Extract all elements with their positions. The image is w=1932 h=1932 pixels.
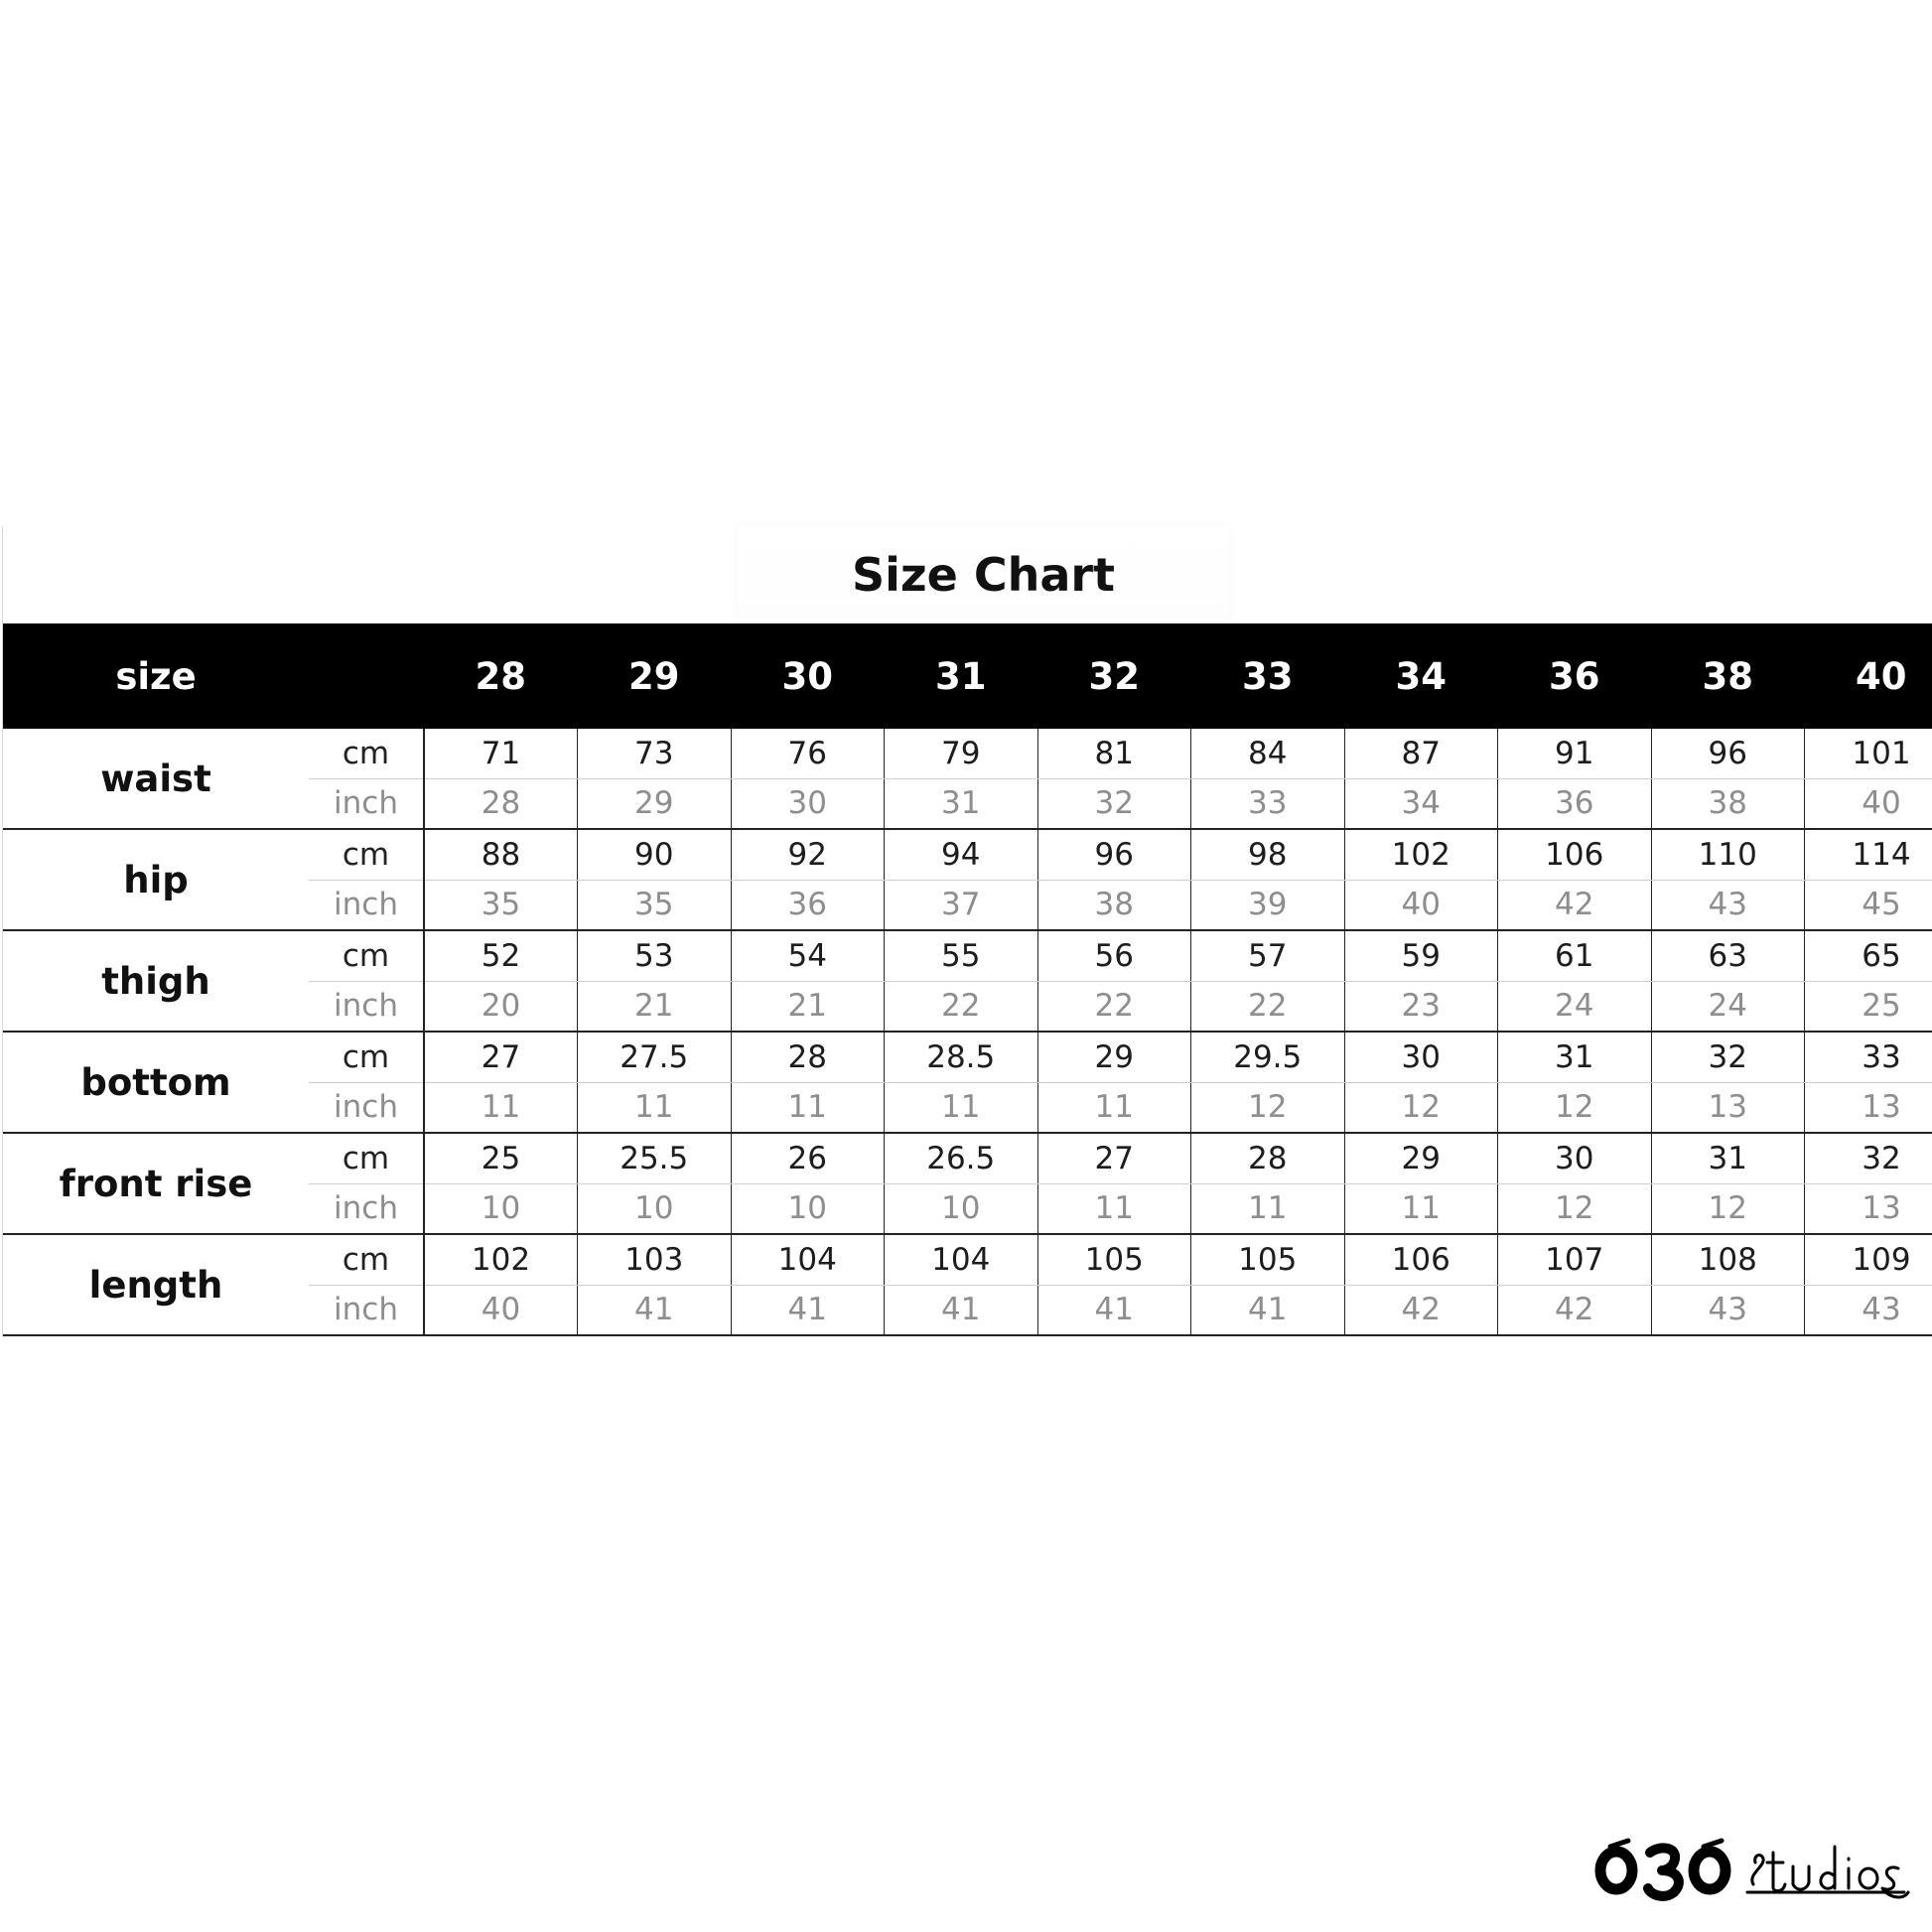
size-header-36: 36: [1498, 623, 1652, 729]
cell-value: 79: [885, 729, 1038, 778]
table-row: [3, 829, 1932, 880]
row-name-thigh: thigh: [3, 930, 309, 1032]
cell-value: 29: [1344, 1133, 1498, 1183]
cell-value: 11: [424, 1082, 578, 1133]
cell-value: 41: [731, 1285, 885, 1335]
cell-value: 105: [1037, 1234, 1191, 1285]
size-header-28: 28: [424, 623, 578, 729]
row-name-front-rise: front rise: [3, 1133, 309, 1234]
cell-value: 42: [1498, 880, 1652, 930]
cell-value: 102: [1344, 829, 1498, 880]
unit-inch: inch: [309, 1082, 424, 1133]
cell-value: 38: [1651, 778, 1805, 829]
cell-value: 94: [885, 829, 1038, 880]
cell-value: 109: [1805, 1234, 1932, 1285]
cell-value: 43: [1651, 880, 1805, 930]
unit-header-spacer: [309, 623, 424, 729]
unit-inch: inch: [309, 880, 424, 930]
cell-value: 104: [731, 1234, 885, 1285]
cell-value: 11: [1037, 1183, 1191, 1234]
cell-value: 53: [578, 930, 732, 981]
table-row: [3, 729, 1932, 778]
cell-value: 57: [1191, 930, 1345, 981]
cell-value: 41: [885, 1285, 1038, 1335]
size-header-33: 33: [1191, 623, 1345, 729]
unit-cm: cm: [309, 1234, 424, 1285]
cell-value: 40: [1344, 880, 1498, 930]
row-name-waist: waist: [3, 729, 309, 829]
cell-value: 21: [731, 981, 885, 1032]
cell-value: 42: [1344, 1285, 1498, 1335]
cell-value: 22: [1037, 981, 1191, 1032]
cell-value: 10: [885, 1183, 1038, 1234]
cell-value: 27: [1037, 1133, 1191, 1183]
cell-value: 22: [885, 981, 1038, 1032]
cell-value: 30: [1498, 1133, 1652, 1183]
unit-cm: cm: [309, 930, 424, 981]
cell-value: 25.5: [578, 1133, 732, 1183]
cell-value: 12: [1498, 1082, 1652, 1133]
size-header-29: 29: [578, 623, 732, 729]
cell-value: 41: [578, 1285, 732, 1335]
cell-value: 28: [1191, 1133, 1345, 1183]
cell-value: 10: [424, 1183, 578, 1234]
cell-value: 27: [424, 1032, 578, 1082]
cell-value: 114: [1805, 829, 1932, 880]
cell-value: 92: [731, 829, 885, 880]
unit-inch: inch: [309, 981, 424, 1032]
size-header-32: 32: [1037, 623, 1191, 729]
cell-value: 11: [578, 1082, 732, 1133]
row-name-hip: hip: [3, 829, 309, 930]
size-header-40: 40: [1805, 623, 1932, 729]
cell-value: 26: [731, 1133, 885, 1183]
cell-value: 90: [578, 829, 732, 880]
cell-value: 65: [1805, 930, 1932, 981]
cell-value: 42: [1498, 1285, 1652, 1335]
cell-value: 108: [1651, 1234, 1805, 1285]
cell-value: 35: [578, 880, 732, 930]
cell-value: 73: [578, 729, 732, 778]
cell-value: 35: [424, 880, 578, 930]
cell-value: 25: [1805, 981, 1932, 1032]
cell-value: 25: [424, 1133, 578, 1183]
cell-value: 84: [1191, 729, 1345, 778]
size-header-30: 30: [731, 623, 885, 729]
cell-value: 41: [1191, 1285, 1345, 1335]
cell-value: 31: [885, 778, 1038, 829]
unit-inch: inch: [309, 1183, 424, 1234]
row-name-bottom: bottom: [3, 1032, 309, 1133]
chart-title: Size Chart: [738, 526, 1229, 623]
cell-value: 10: [731, 1183, 885, 1234]
unit-inch: inch: [309, 778, 424, 829]
row-name-length: length: [3, 1234, 309, 1335]
cell-value: 61: [1498, 930, 1652, 981]
cell-value: 30: [1344, 1032, 1498, 1082]
unit-cm: cm: [309, 1133, 424, 1183]
cell-value: 103: [578, 1234, 732, 1285]
cell-value: 12: [1651, 1183, 1805, 1234]
cell-value: 81: [1037, 729, 1191, 778]
cell-value: 11: [1191, 1183, 1345, 1234]
cell-value: 10: [578, 1183, 732, 1234]
cell-value: 34: [1344, 778, 1498, 829]
size-header-34: 34: [1344, 623, 1498, 729]
unit-cm: cm: [309, 829, 424, 880]
cell-value: 63: [1651, 930, 1805, 981]
cell-value: 87: [1344, 729, 1498, 778]
table-row: [3, 930, 1932, 981]
cell-value: 13: [1805, 1082, 1932, 1133]
cell-value: 11: [1037, 1082, 1191, 1133]
cell-value: 37: [885, 880, 1038, 930]
cell-value: 71: [424, 729, 578, 778]
cell-value: 43: [1651, 1285, 1805, 1335]
size-header-38: 38: [1651, 623, 1805, 729]
cell-value: 20: [424, 981, 578, 1032]
header-row: [3, 623, 1932, 729]
cell-value: 104: [885, 1234, 1038, 1285]
table-row: [3, 1032, 1932, 1082]
cell-value: 28.5: [885, 1032, 1038, 1082]
cell-value: 11: [731, 1082, 885, 1133]
cell-value: 32: [1037, 778, 1191, 829]
cell-value: 32: [1805, 1133, 1932, 1183]
cell-value: 28: [731, 1032, 885, 1082]
cell-value: 52: [424, 930, 578, 981]
cell-value: 105: [1191, 1234, 1345, 1285]
cell-value: 39: [1191, 880, 1345, 930]
table-row: [3, 1133, 1932, 1183]
size-table: [3, 623, 1932, 1336]
cell-value: 98: [1191, 829, 1345, 880]
cell-value: 56: [1037, 930, 1191, 981]
cell-value: 32: [1651, 1032, 1805, 1082]
cell-value: 31: [1651, 1133, 1805, 1183]
size-header-label: size: [3, 623, 309, 729]
cell-value: 12: [1344, 1082, 1498, 1133]
cell-value: 54: [731, 930, 885, 981]
cell-value: 45: [1805, 880, 1932, 930]
cell-value: 40: [424, 1285, 578, 1335]
cell-value: 55: [885, 930, 1038, 981]
cell-value: 41: [1037, 1285, 1191, 1335]
cell-value: 26.5: [885, 1133, 1038, 1183]
cell-value: 36: [1498, 778, 1652, 829]
cell-value: 21: [578, 981, 732, 1032]
cell-value: 22: [1191, 981, 1345, 1032]
cell-value: 23: [1344, 981, 1498, 1032]
cell-value: 88: [424, 829, 578, 880]
cell-value: 36: [731, 880, 885, 930]
cell-value: 106: [1498, 829, 1652, 880]
cell-value: 29: [578, 778, 732, 829]
cell-value: 110: [1651, 829, 1805, 880]
cell-value: 59: [1344, 930, 1498, 981]
cell-value: 101: [1805, 729, 1932, 778]
cell-value: 96: [1651, 729, 1805, 778]
unit-cm: cm: [309, 729, 424, 778]
unit-cm: cm: [309, 1032, 424, 1082]
cell-value: 96: [1037, 829, 1191, 880]
cell-value: 43: [1805, 1285, 1932, 1335]
cell-value: 30: [731, 778, 885, 829]
cell-value: 106: [1344, 1234, 1498, 1285]
cell-value: 91: [1498, 729, 1652, 778]
cell-value: 12: [1191, 1082, 1345, 1133]
table-row: [3, 1234, 1932, 1285]
cell-value: 11: [1344, 1183, 1498, 1234]
cell-value: 29.5: [1191, 1032, 1345, 1082]
cell-value: 76: [731, 729, 885, 778]
size-header-31: 31: [885, 623, 1038, 729]
cell-value: 27.5: [578, 1032, 732, 1082]
cell-value: 40: [1805, 778, 1932, 829]
cell-value: 38: [1037, 880, 1191, 930]
cell-value: 13: [1805, 1183, 1932, 1234]
cell-value: 24: [1651, 981, 1805, 1032]
cell-value: 12: [1498, 1183, 1652, 1234]
cell-value: 33: [1191, 778, 1345, 829]
cell-value: 107: [1498, 1234, 1652, 1285]
cell-value: 28: [424, 778, 578, 829]
brand-logo-icon: [1588, 1823, 1916, 1912]
cell-value: 29: [1037, 1032, 1191, 1082]
cell-value: 102: [424, 1234, 578, 1285]
cell-value: 11: [885, 1082, 1038, 1133]
cell-value: 31: [1498, 1032, 1652, 1082]
size-chart: [2, 526, 1932, 1336]
cell-value: 24: [1498, 981, 1652, 1032]
cell-value: 13: [1651, 1082, 1805, 1133]
cell-value: 33: [1805, 1032, 1932, 1082]
unit-inch: inch: [309, 1285, 424, 1335]
